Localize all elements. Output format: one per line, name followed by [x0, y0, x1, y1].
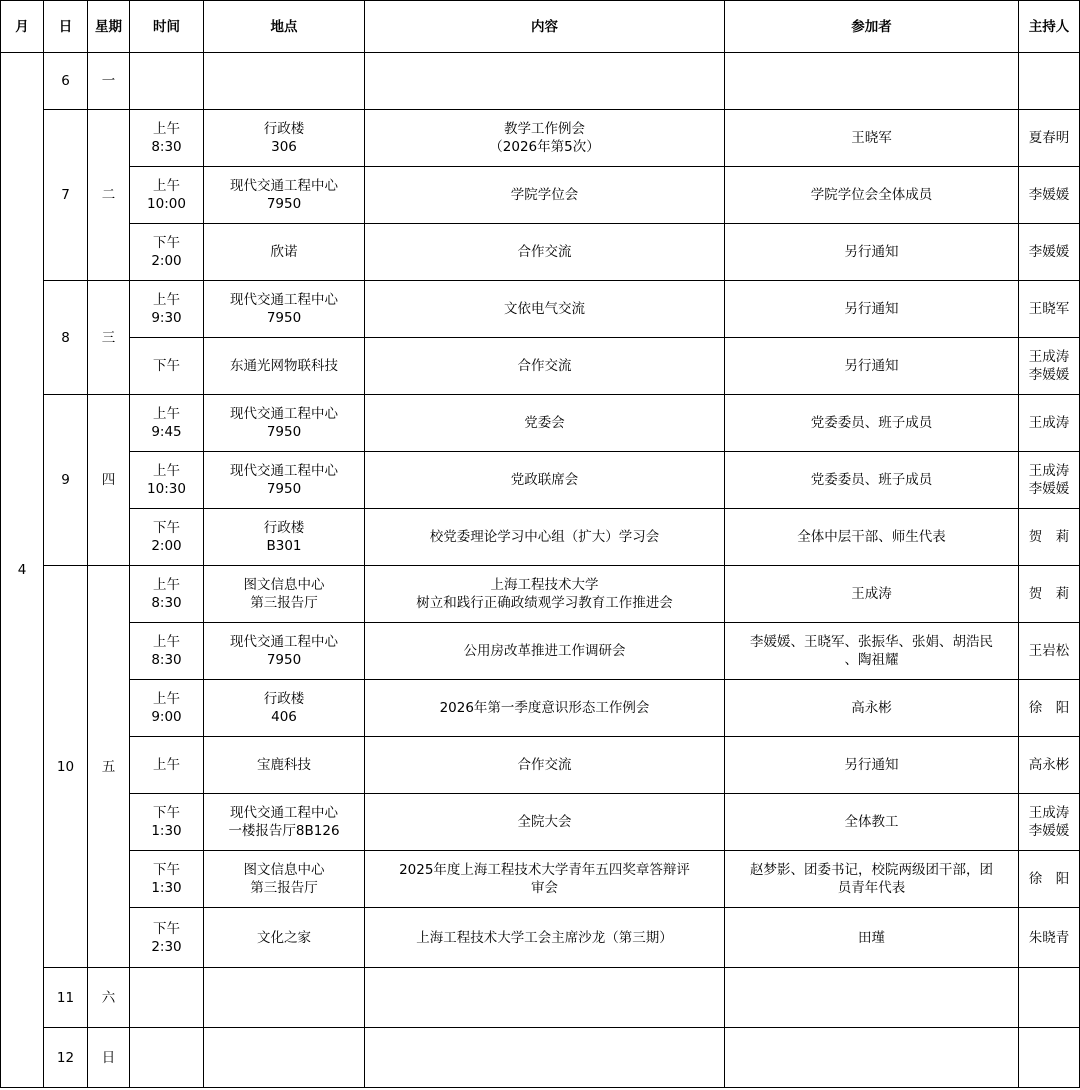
place-cell [204, 1028, 365, 1088]
table-row [1, 680, 1080, 737]
day-cell: 7 [44, 110, 88, 281]
time-cell: 下午 1:30 [130, 851, 204, 908]
place-cell: 欣诺 [204, 224, 365, 281]
place-cell: 东通光网物联科技 [204, 338, 365, 395]
host-cell: 徐 阳 [1019, 680, 1080, 737]
weekday-cell: 四 [88, 395, 130, 566]
weekday-cell: 日 [88, 1028, 130, 1088]
time-cell: 下午 1:30 [130, 794, 204, 851]
weekday-cell: 二 [88, 110, 130, 281]
content-cell: 上海工程技术大学 树立和践行正确政绩观学习教育工作推进会 [365, 566, 725, 623]
weekday-cell: 三 [88, 281, 130, 395]
host-cell [1019, 968, 1080, 1028]
day-cell: 12 [44, 1028, 88, 1088]
table-row [1, 281, 1080, 338]
place-cell: 现代交通工程中心 一楼报告厅8B126 [204, 794, 365, 851]
table-row [1, 737, 1080, 794]
content-cell: 公用房改革推进工作调研会 [365, 623, 725, 680]
time-cell [130, 53, 204, 110]
host-cell [1019, 1028, 1080, 1088]
host-cell: 王岩松 [1019, 623, 1080, 680]
host-cell: 王成涛 李媛媛 [1019, 452, 1080, 509]
content-cell [365, 1028, 725, 1088]
header-time: 时间 [130, 1, 204, 53]
content-cell: 学院学位会 [365, 167, 725, 224]
time-cell: 上午 8:30 [130, 110, 204, 167]
table-row [1, 1028, 1080, 1088]
table-row [1, 167, 1080, 224]
attendees-cell: 全体中层干部、师生代表 [725, 509, 1019, 566]
attendees-cell: 另行通知 [725, 737, 1019, 794]
place-cell: 现代交通工程中心 7950 [204, 452, 365, 509]
place-cell: 现代交通工程中心 7950 [204, 167, 365, 224]
table-row [1, 395, 1080, 452]
day-cell: 8 [44, 281, 88, 395]
content-cell: 全院大会 [365, 794, 725, 851]
attendees-cell: 王成涛 [725, 566, 1019, 623]
time-cell: 上午 9:45 [130, 395, 204, 452]
attendees-cell: 另行通知 [725, 338, 1019, 395]
host-cell: 贺 莉 [1019, 509, 1080, 566]
table-row [1, 509, 1080, 566]
time-cell: 下午 [130, 338, 204, 395]
time-cell: 上午 10:30 [130, 452, 204, 509]
table-row [1, 623, 1080, 680]
attendees-cell: 高永彬 [725, 680, 1019, 737]
content-cell: 合作交流 [365, 737, 725, 794]
attendees-cell: 全体教工 [725, 794, 1019, 851]
host-cell [1019, 53, 1080, 110]
host-cell: 王成涛 李媛媛 [1019, 338, 1080, 395]
attendees-cell: 赵梦影、团委书记，校院两级团干部，团 员青年代表 [725, 851, 1019, 908]
host-cell: 徐 阳 [1019, 851, 1080, 908]
header-attendees: 参加者 [725, 1, 1019, 53]
content-cell [365, 53, 725, 110]
host-cell: 李媛媛 [1019, 167, 1080, 224]
host-cell: 李媛媛 [1019, 224, 1080, 281]
time-cell: 下午 2:30 [130, 908, 204, 968]
host-cell: 朱晓青 [1019, 908, 1080, 968]
header-host: 主持人 [1019, 1, 1080, 53]
place-cell: 行政楼 B301 [204, 509, 365, 566]
host-cell: 高永彬 [1019, 737, 1080, 794]
content-cell [365, 968, 725, 1028]
table-row [1, 968, 1080, 1028]
content-cell: 文依电气交流 [365, 281, 725, 338]
attendees-cell: 另行通知 [725, 224, 1019, 281]
content-cell: 上海工程技术大学工会主席沙龙（第三期） [365, 908, 725, 968]
place-cell: 图文信息中心 第三报告厅 [204, 851, 365, 908]
attendees-cell [725, 968, 1019, 1028]
attendees-cell: 另行通知 [725, 281, 1019, 338]
content-cell: 合作交流 [365, 224, 725, 281]
place-cell: 行政楼 406 [204, 680, 365, 737]
content-cell: 校党委理论学习中心组（扩大）学习会 [365, 509, 725, 566]
time-cell: 上午 9:00 [130, 680, 204, 737]
time-cell [130, 1028, 204, 1088]
attendees-cell [725, 53, 1019, 110]
day-cell: 10 [44, 566, 88, 968]
content-cell: 党政联席会 [365, 452, 725, 509]
weekday-cell: 一 [88, 53, 130, 110]
table-row [1, 53, 1080, 110]
time-cell: 上午 [130, 737, 204, 794]
attendees-cell [725, 1028, 1019, 1088]
time-cell [130, 968, 204, 1028]
schedule-body [1, 53, 1080, 1088]
month-cell: 4 [1, 53, 44, 1088]
time-cell: 上午 8:30 [130, 623, 204, 680]
day-cell: 11 [44, 968, 88, 1028]
host-cell: 王晓军 [1019, 281, 1080, 338]
attendees-cell: 田瑾 [725, 908, 1019, 968]
weekday-cell: 六 [88, 968, 130, 1028]
table-row [1, 452, 1080, 509]
place-cell: 现代交通工程中心 7950 [204, 395, 365, 452]
table-row [1, 566, 1080, 623]
place-cell: 行政楼 306 [204, 110, 365, 167]
host-cell: 贺 莉 [1019, 566, 1080, 623]
attendees-cell: 党委委员、班子成员 [725, 452, 1019, 509]
place-cell [204, 968, 365, 1028]
time-cell: 上午 9:30 [130, 281, 204, 338]
time-cell: 下午 2:00 [130, 509, 204, 566]
host-cell: 王成涛 李媛媛 [1019, 794, 1080, 851]
day-cell: 6 [44, 53, 88, 110]
place-cell: 宝鹿科技 [204, 737, 365, 794]
table-row [1, 338, 1080, 395]
time-cell: 下午 2:00 [130, 224, 204, 281]
header-month: 月 [1, 1, 44, 53]
table-row [1, 794, 1080, 851]
content-cell: 2025年度上海工程技术大学青年五四奖章答辩评 审会 [365, 851, 725, 908]
time-cell: 上午 8:30 [130, 566, 204, 623]
place-cell: 现代交通工程中心 7950 [204, 623, 365, 680]
content-cell: 教学工作例会 （2026年第5次） [365, 110, 725, 167]
attendees-cell: 李媛媛、王晓军、张振华、张娟、胡浩民 、陶祖耀 [725, 623, 1019, 680]
content-cell: 2026年第一季度意识形态工作例会 [365, 680, 725, 737]
time-cell: 上午 10:00 [130, 167, 204, 224]
host-cell: 王成涛 [1019, 395, 1080, 452]
header-weekday: 星期 [88, 1, 130, 53]
place-cell: 图文信息中心 第三报告厅 [204, 566, 365, 623]
place-cell [204, 53, 365, 110]
table-row [1, 110, 1080, 167]
day-cell: 9 [44, 395, 88, 566]
header-content: 内容 [365, 1, 725, 53]
weekday-cell: 五 [88, 566, 130, 968]
place-cell: 文化之家 [204, 908, 365, 968]
host-cell: 夏春明 [1019, 110, 1080, 167]
content-cell: 党委会 [365, 395, 725, 452]
header-place: 地点 [204, 1, 365, 53]
table-row [1, 851, 1080, 908]
attendees-cell: 王晓军 [725, 110, 1019, 167]
header-row [1, 1, 1080, 53]
table-row [1, 224, 1080, 281]
content-cell: 合作交流 [365, 338, 725, 395]
header-day: 日 [44, 1, 88, 53]
table-row [1, 908, 1080, 968]
attendees-cell: 党委委员、班子成员 [725, 395, 1019, 452]
place-cell: 现代交通工程中心 7950 [204, 281, 365, 338]
attendees-cell: 学院学位会全体成员 [725, 167, 1019, 224]
